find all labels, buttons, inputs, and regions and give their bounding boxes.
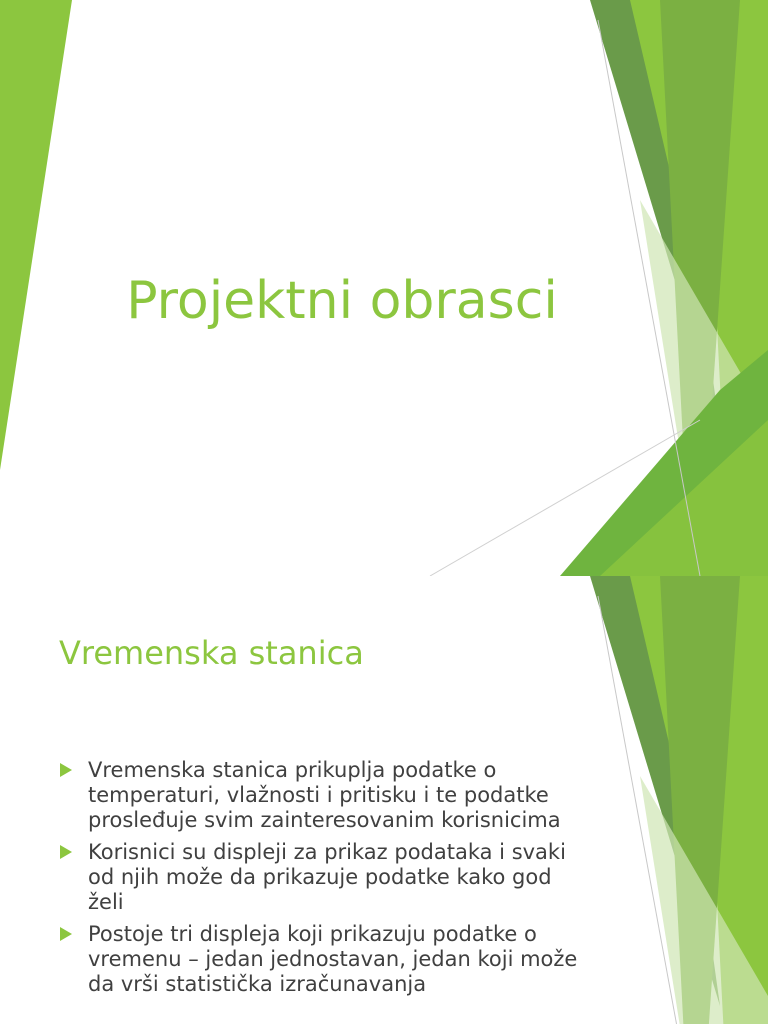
- bullet-text: Postoje tri displeja koji prikazuju podatke o vremenu – jedan jednostavan, jedan koji može da vrši statistička izračunavanja: [88, 922, 578, 996]
- content-slide: [0, 576, 768, 1024]
- list-item: [60, 840, 580, 915]
- triangle-right-icon: [60, 845, 72, 859]
- triangle-right-icon: [60, 763, 72, 777]
- presentation-title: Projektni obrasci: [126, 271, 558, 331]
- slide-heading: Vremenska stanica: [59, 634, 364, 672]
- bullet-text: Vremenska stanica prikuplja podatke o temperaturi, vlažnosti i pritisku i te podatke prosleđuje svim zainteresovanim korisnicima: [88, 758, 561, 832]
- bullet-text: Korisnici su displeji za prikaz podataka i svaki od njih može da prikazuje podatke kako god želi: [88, 840, 566, 914]
- list-item: [60, 758, 580, 833]
- bullet-list: [60, 758, 580, 1004]
- list-item: [60, 922, 580, 997]
- triangle-right-icon: [60, 927, 72, 941]
